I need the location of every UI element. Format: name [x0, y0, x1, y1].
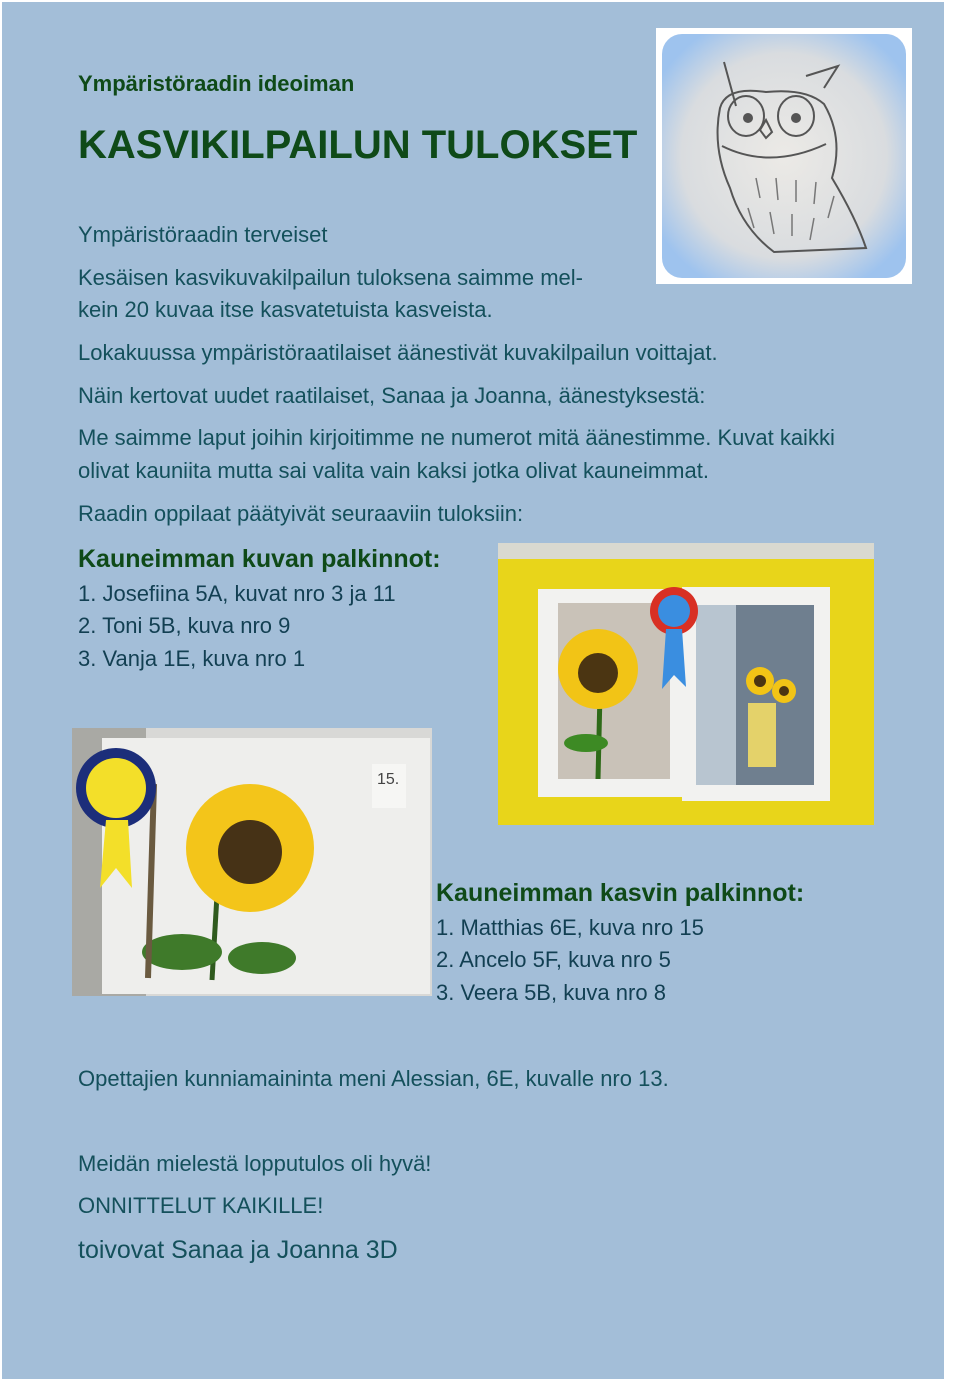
plant-prizes-heading: Kauneimman kasvin palkinnot: [436, 879, 805, 907]
picture-prizes-heading: Kauneimman kuvan palkinnot: [78, 545, 441, 573]
congrats-text: ONNITTELUT KAIKILLE! [78, 1193, 324, 1218]
sunflower-rosette-photo [72, 728, 432, 996]
page-subtitle: Ympäristöraadin ideoiman [78, 71, 355, 96]
picture-prize-item-1: 1. Josefiina 5A, kuvat nro 3 ja 11 [78, 581, 396, 606]
plant-prize-item-1: 1. Matthias 6E, kuva nro 15 [436, 915, 704, 940]
intro-line-2: kein 20 kuvaa itse kasvatetuista kasveista. [78, 297, 493, 322]
picture-prize-item-3: 3. Vanja 1E, kuva nro 1 [78, 646, 306, 671]
voting-story-line-2: olivat kauniita mutta sai valita vain kaksi jotka olivat kauneimmat. [78, 458, 709, 483]
greeting-text: Ympäristöraadin terveiset [78, 222, 328, 247]
intro-line-1: Kesäisen kasvikuvakilpailun tuloksena saimme mel- [78, 265, 584, 290]
owl-drawing-image [656, 28, 912, 284]
page-title: KASVIKILPAILUN TULOKSET [78, 123, 638, 167]
photo-number-label: 15. [377, 771, 400, 788]
signature-text: toivovat Sanaa ja Joanna 3D [78, 1236, 398, 1264]
new-members-text: Näin kertovat uudet raatilaiset, Sanaa ja Joanna, äänestyksestä: [78, 383, 706, 408]
voting-story-line-1: Me saimme laput joihin kirjoitimme ne numerot mitä äänestimme. Kuvat kaikki [78, 425, 835, 450]
plant-prize-item-3: 3. Veera 5B, kuva nro 8 [436, 980, 666, 1005]
plant-prize-item-2: 2. Ancelo 5F, kuva nro 5 [436, 947, 671, 972]
teachers-mention-text: Opettajien kunniamaininta meni Alessian, 6E, kuvalle nro 13. [78, 1066, 669, 1091]
opinion-text: Meidän mielestä lopputulos oli hyvä! [78, 1151, 432, 1176]
voting-text: Lokakuussa ympäristöraatilaiset äänestivät kuvakilpailun voittajat. [78, 340, 718, 365]
sunflower-board-photo [498, 543, 874, 825]
results-intro-text: Raadin oppilaat päätyivät seuraaviin tuloksiin: [78, 501, 524, 526]
picture-prize-item-2: 2. Toni 5B, kuva nro 9 [78, 613, 291, 638]
